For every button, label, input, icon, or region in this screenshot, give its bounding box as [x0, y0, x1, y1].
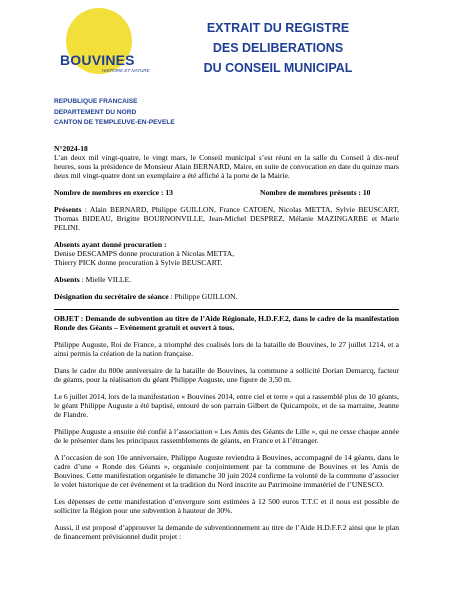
admin-line: CANTON DE TEMPLEUVE-EN-PEVELE: [54, 119, 175, 126]
document-body: [54, 144, 399, 549]
title-line: DU CONSEIL MUNICIPAL: [203, 61, 353, 75]
admin-line: REPUBLIQUE FRANCAISE: [54, 98, 138, 105]
secretary-name: : Philippe GUILLON.: [168, 292, 238, 301]
intro-paragraph: L’an deux mil vingt-quatre, le vingt mars, le Conseil municipal s’est réuni en la salle du Conseil à dix-neuf heures, sous la présidence de Monsieur Alain BERNARD, Maire, en suite de convocation en date du quinze mars deux mil vingt-quatre dont un exemplaire a été affiché à la porte de la Mairie.: [54, 153, 399, 180]
logo-tagline: HISTOIRE ET NATURE: [102, 68, 150, 73]
absents-label: Absents: [54, 275, 80, 284]
logo-brand-text: BOUVINES: [60, 52, 135, 68]
admin-line: DEPARTEMENT DU NORD: [54, 108, 137, 116]
presents-list: : Alain BERNARD, Philippe GUILLON, France CATOEN, Nicolas METTA, Sylvie BEUSCART, Thomas BIDEAU, Brigitte BOURNONVILLE, Jean-Michel DESPREZ, Mélanie MAZINGARBE et Marie PELINI.: [54, 205, 399, 232]
body-paragraph: A l’occasion de son 10e anniversaire, Philippe Auguste reviendra à Bouvines, accompagné de 14 géants, dans le cadre d’une « Ronde des Géants », organisée conjointement par la commune de Bouvines et les Amis de Bouvines. Cette manifestation organisée le dimanche 30 juin 2024 confirme la volonté de la commune d’associer le volet historique de cet événement et la tradition du Nord inscrite au Patrimoine immatériel de l’UNESCO.: [54, 453, 399, 489]
register-title: [188, 18, 368, 78]
body-paragraph: Dans le cadre du 800e anniversaire de la bataille de Bouvines, la commune a sollicité Dorian Demarcq, facteur de géants, pour la réalisation du géant Philippe Auguste, une figure de 3,50 m.: [54, 366, 399, 384]
presents-paragraph: [54, 205, 399, 232]
procuration-label: Absents ayant donné procuration :: [54, 240, 167, 249]
deliberation-number: N°2024-18: [54, 144, 88, 153]
title-line: DES DELIBERATIONS: [212, 41, 344, 55]
secretary-label: Désignation du secrétaire de séance: [54, 292, 169, 301]
title-line: EXTRAIT DU REGISTRE: [206, 21, 350, 35]
presents-label: Présents: [54, 205, 82, 214]
absents-paragraph: [54, 275, 399, 284]
section-divider: [54, 309, 399, 310]
procuration-line: Denise DESCAMPS donne procuration à Nicolas METTA,: [54, 249, 235, 258]
members-in-office: Nombre de membres en exercice : 13: [54, 188, 173, 197]
secretary-paragraph: [54, 292, 399, 301]
objet-heading: OBJET : Demande de subvention au titre de l’Aide Régionale, H.D.F.F.2, dans le cadre de la manifestation Ronde des Géants – Evénement gratuit et ouvert à tous.: [54, 314, 399, 332]
body-paragraph: Aussi, il est proposé d’approuver la demande de subventionnement au titre de l’Aide H.D.F.F.2 ainsi que le plan de financement prévisionnel dudit projet :: [54, 523, 399, 541]
absents-list: : Mielle VILLE.: [79, 275, 132, 284]
bouvines-logo: [52, 8, 162, 82]
body-paragraph: Philippe Auguste, Roi de France, a triomphé des coalisés lors de la bataille de Bouvines, le 27 juillet 1214, et a ainsi permis la création de la nation française.: [54, 340, 399, 358]
members-present: Nombre de membres présents : 10: [260, 188, 371, 197]
body-paragraph: Les dépenses de cette manifestation d’envergure sont estimées à 12 500 euros T.T.C et il nous est possible de solliciter la Région pour une subvention à hauteur de 30%.: [54, 497, 399, 515]
procuration-line: Thierry PICK donne procuration à Sylvie BEUSCART.: [54, 258, 223, 267]
administrative-header: [54, 97, 175, 129]
body-paragraph: Le 6 juillet 2014, lors de la manifestation « Bouvines 2014, entre ciel et terre » qui a rassemblé plus de 10 géants, le géant Philippe Auguste a été baptisé, entouré de son parrain Gilbert de Quicampoix, et de sa marraine, Jeanne de Flandre.: [54, 392, 399, 419]
member-counts: [54, 188, 399, 197]
body-paragraph: Philippe Auguste a ensuite été confié à l’association « Les Amis des Géants de Lille », qui ne cesse chaque année de le présenter dans les principaux rassemblements de géants, en France et à l’étranger.: [54, 427, 399, 445]
